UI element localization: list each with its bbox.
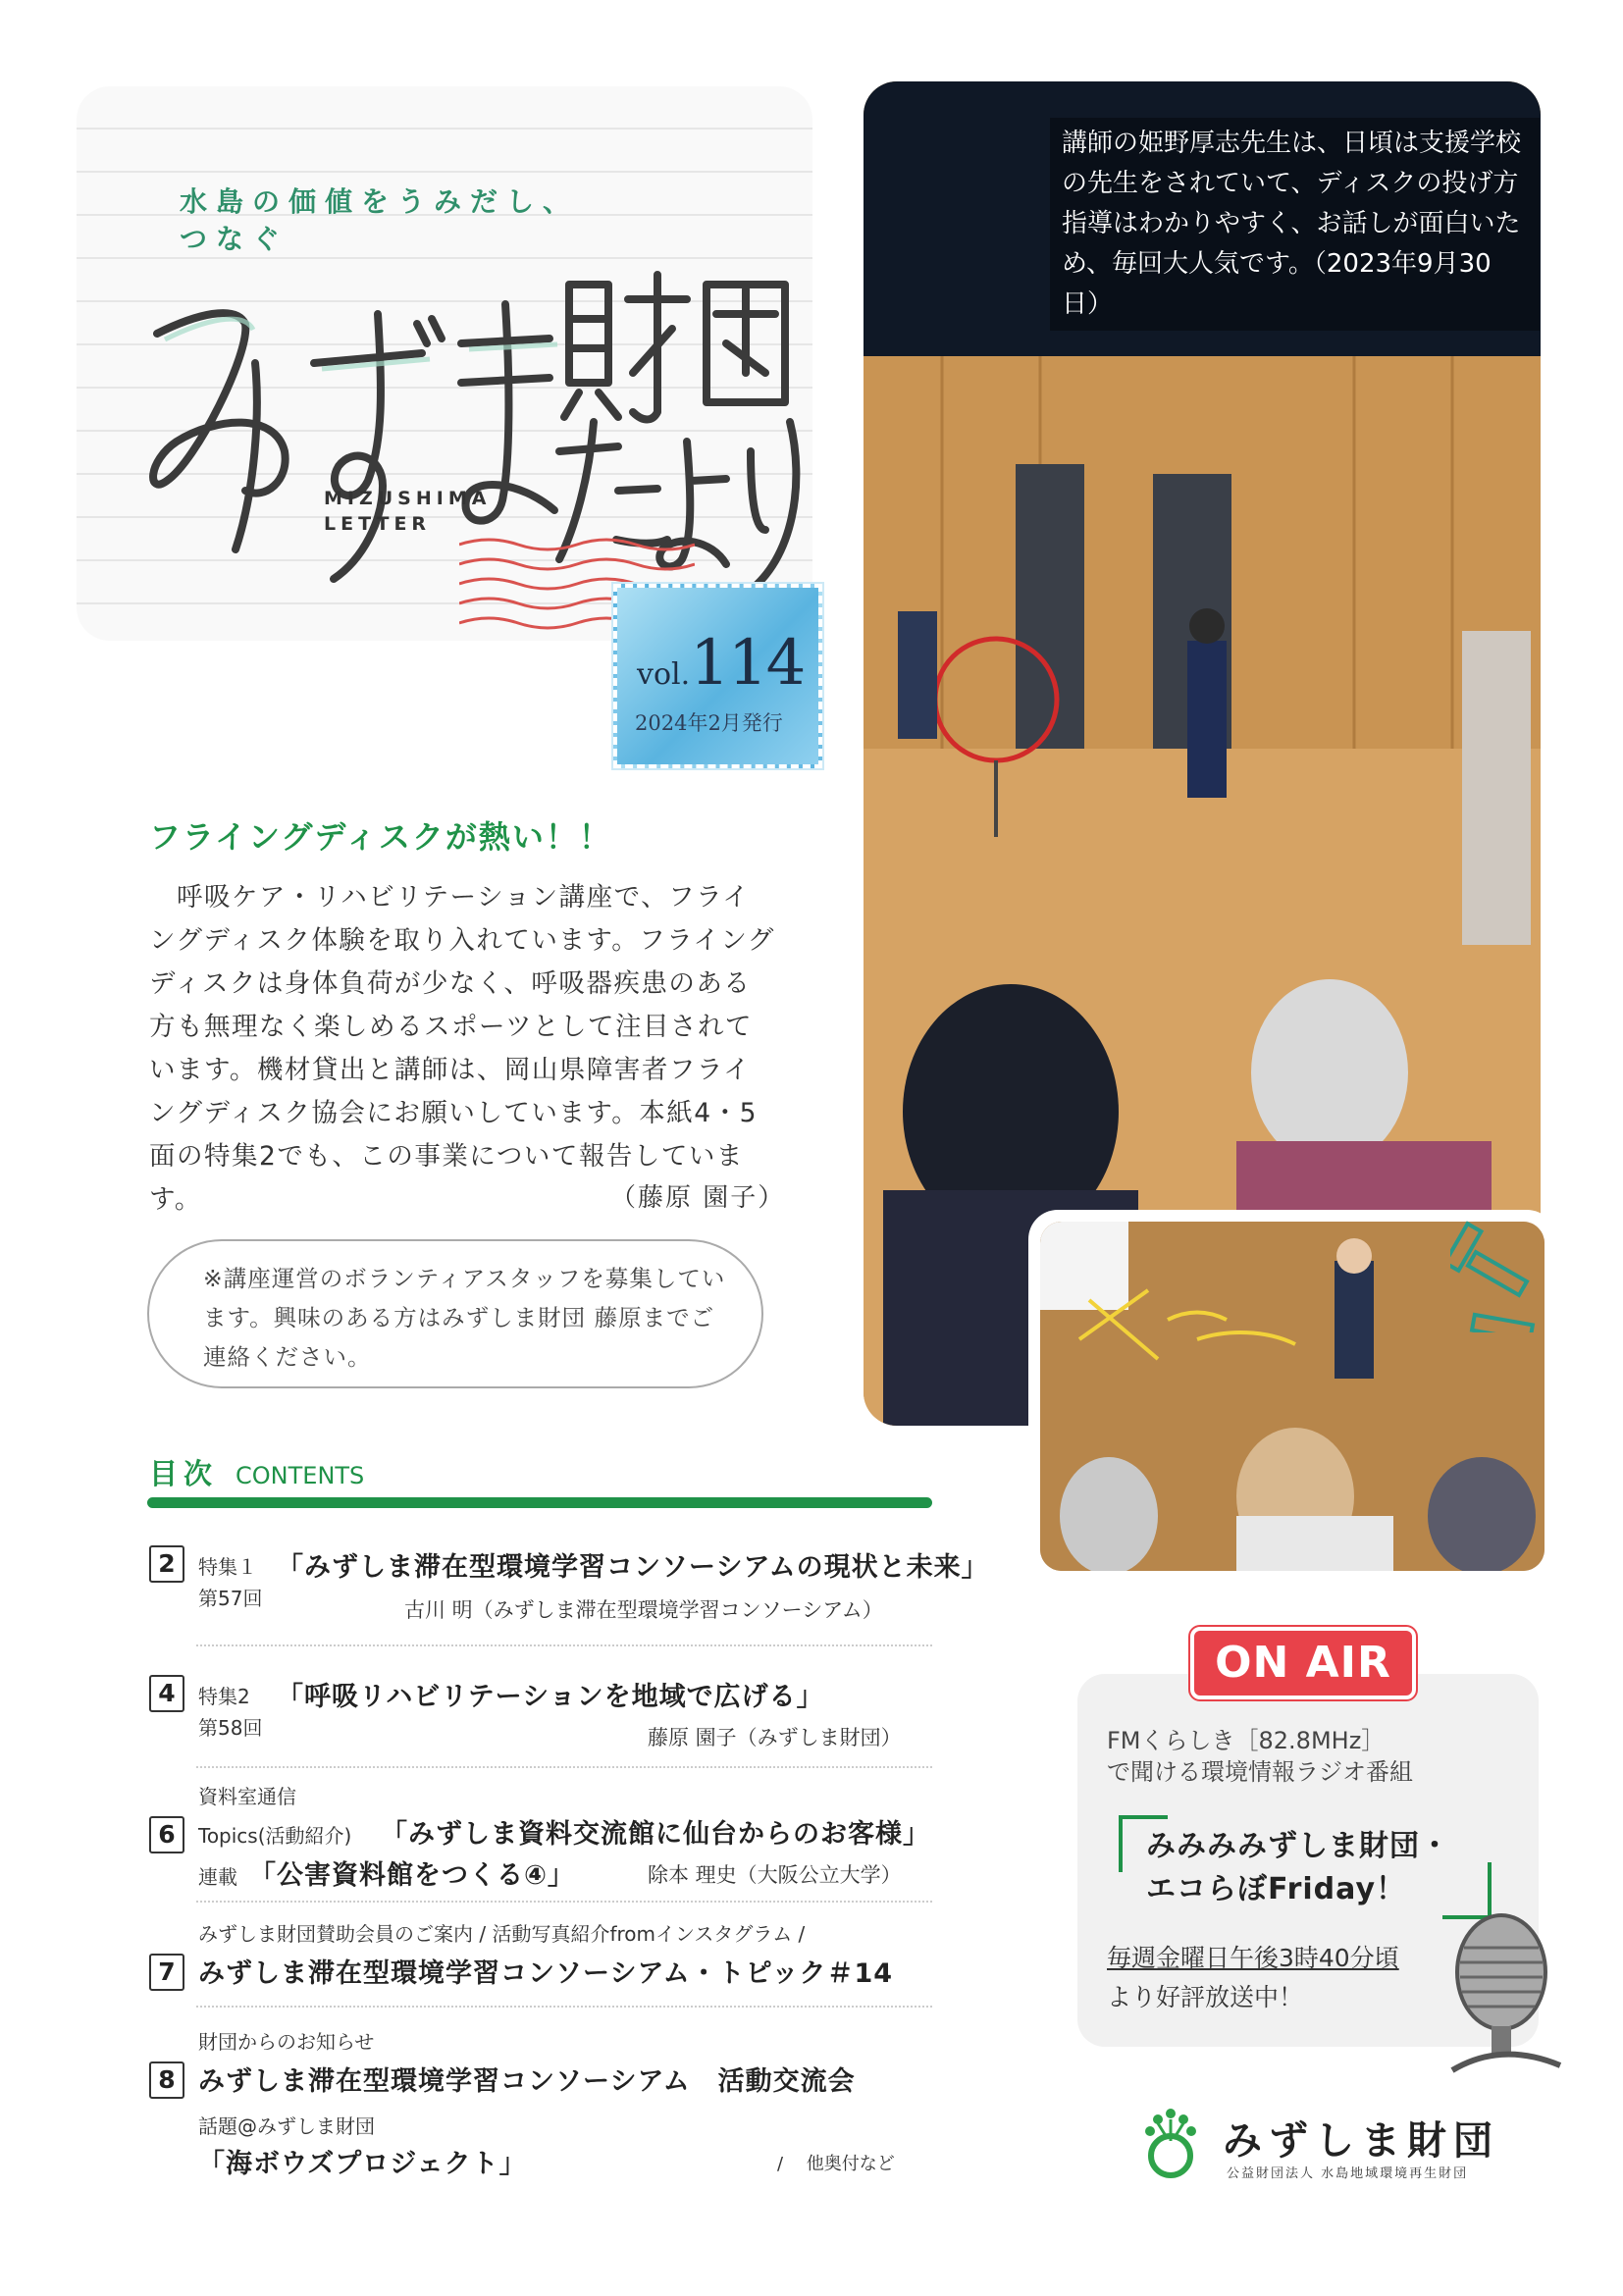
program-title: みみみみずしま財団・ エコらぼFriday！ — [1146, 1829, 1450, 1906]
article-author: （藤原 園子） — [610, 1183, 786, 1213]
toc-title: みずしま滞在型環境学習コンソーシアム 活動交流会 — [198, 2066, 856, 2097]
page-number: 7 — [149, 1954, 184, 1991]
toc-separator — [196, 2006, 932, 2008]
page-number: 2 — [149, 1545, 184, 1583]
photo-caption: 講師の姫野厚志先生は、日頃は支援学校の先生をされていて、ディスクの投げ方指導はわかりやすく、お話しが面白いため、毎回大人気です。（2023年9月30日） — [1050, 118, 1540, 331]
masthead-en: MIZUSHIMA LETTER — [324, 488, 492, 535]
toc-title: 「みずしま資料交流館に仙台からのお客様」 — [381, 1819, 930, 1850]
contents-heading: 目次 CONTENTS — [149, 1457, 365, 1490]
volume-number: 114 — [690, 627, 805, 700]
sparkle-decoration — [1450, 1205, 1558, 1332]
on-air-badge: ON AIR — [1190, 1627, 1416, 1699]
foundation-name: みずしま財団 — [1223, 2118, 1499, 2164]
tagline-line1: 水島の価値をうみだし、 — [180, 185, 580, 218]
toc-title-2: 「公害資料館をつくる④」 — [249, 1860, 575, 1891]
toc-author: 古川 明（みずしま滞在型環境学習コンソーシアム） — [404, 1598, 883, 1622]
microphone-icon — [1433, 1904, 1580, 2090]
toc-author: 藤原 園子（みずしま財団） — [648, 1726, 902, 1749]
issue-date: 2024年2月発行 — [635, 711, 783, 735]
radio-station: FMくらしき［82.8MHz］ で聞ける環境情報ラジオ番組 — [1107, 1727, 1413, 1786]
toc-author: 除本 理史（大阪公立大学） — [648, 1863, 902, 1887]
page-number: 8 — [149, 2061, 184, 2099]
foundation-subtitle: 公益財団法人 水島地域環境再生財団 — [1227, 2166, 1469, 2181]
issue-stamp: vol.114 2024年2月発行 — [613, 584, 822, 768]
toc-title-2: 「海ボウズプロジェクト」 — [198, 2149, 527, 2179]
toc-title: 「呼吸リハビリテーションを地域で広げる」 — [277, 1682, 824, 1712]
foundation-logo-icon — [1136, 2102, 1205, 2180]
article-body: 呼吸ケア・リハビリテーション講座で、フライングディスク体験を取り入れています。フライングディスクは身体負荷が少なく、呼吸器疾患のある方も無理なく楽しめるスポーツとして注目されています。機材貸出と講師は、岡山県障害者フライングディスク協会にお願いしています。本紙4・5面の特集2でも、この事業について報告しています。 — [149, 882, 775, 1215]
toc-separator — [196, 1901, 932, 1903]
tagline-line2: つなぐ — [180, 223, 289, 255]
volunteer-notice: ※講座運営のボランティアスタッフを募集しています。興味のある方はみずしま財団 藤原までご連絡ください。 — [147, 1239, 763, 1388]
toc-title: 「みずしま滞在型環境学習コンソーシアムの現状と未来」 — [277, 1552, 989, 1583]
toc-title: みずしま滞在型環境学習コンソーシアム・トピック＃14 — [198, 1958, 894, 1989]
article-headline: フライングディスクが熱い！！ — [149, 818, 612, 856]
toc-separator — [196, 1766, 932, 1768]
page-number: 6 — [149, 1816, 184, 1853]
toc-separator — [196, 1644, 932, 1646]
broadcast-schedule: 毎週金曜日午後3時40分頃 より好評放送中！ — [1107, 1944, 1399, 2011]
contents-divider — [147, 1497, 932, 1508]
page-number: 4 — [149, 1675, 184, 1712]
